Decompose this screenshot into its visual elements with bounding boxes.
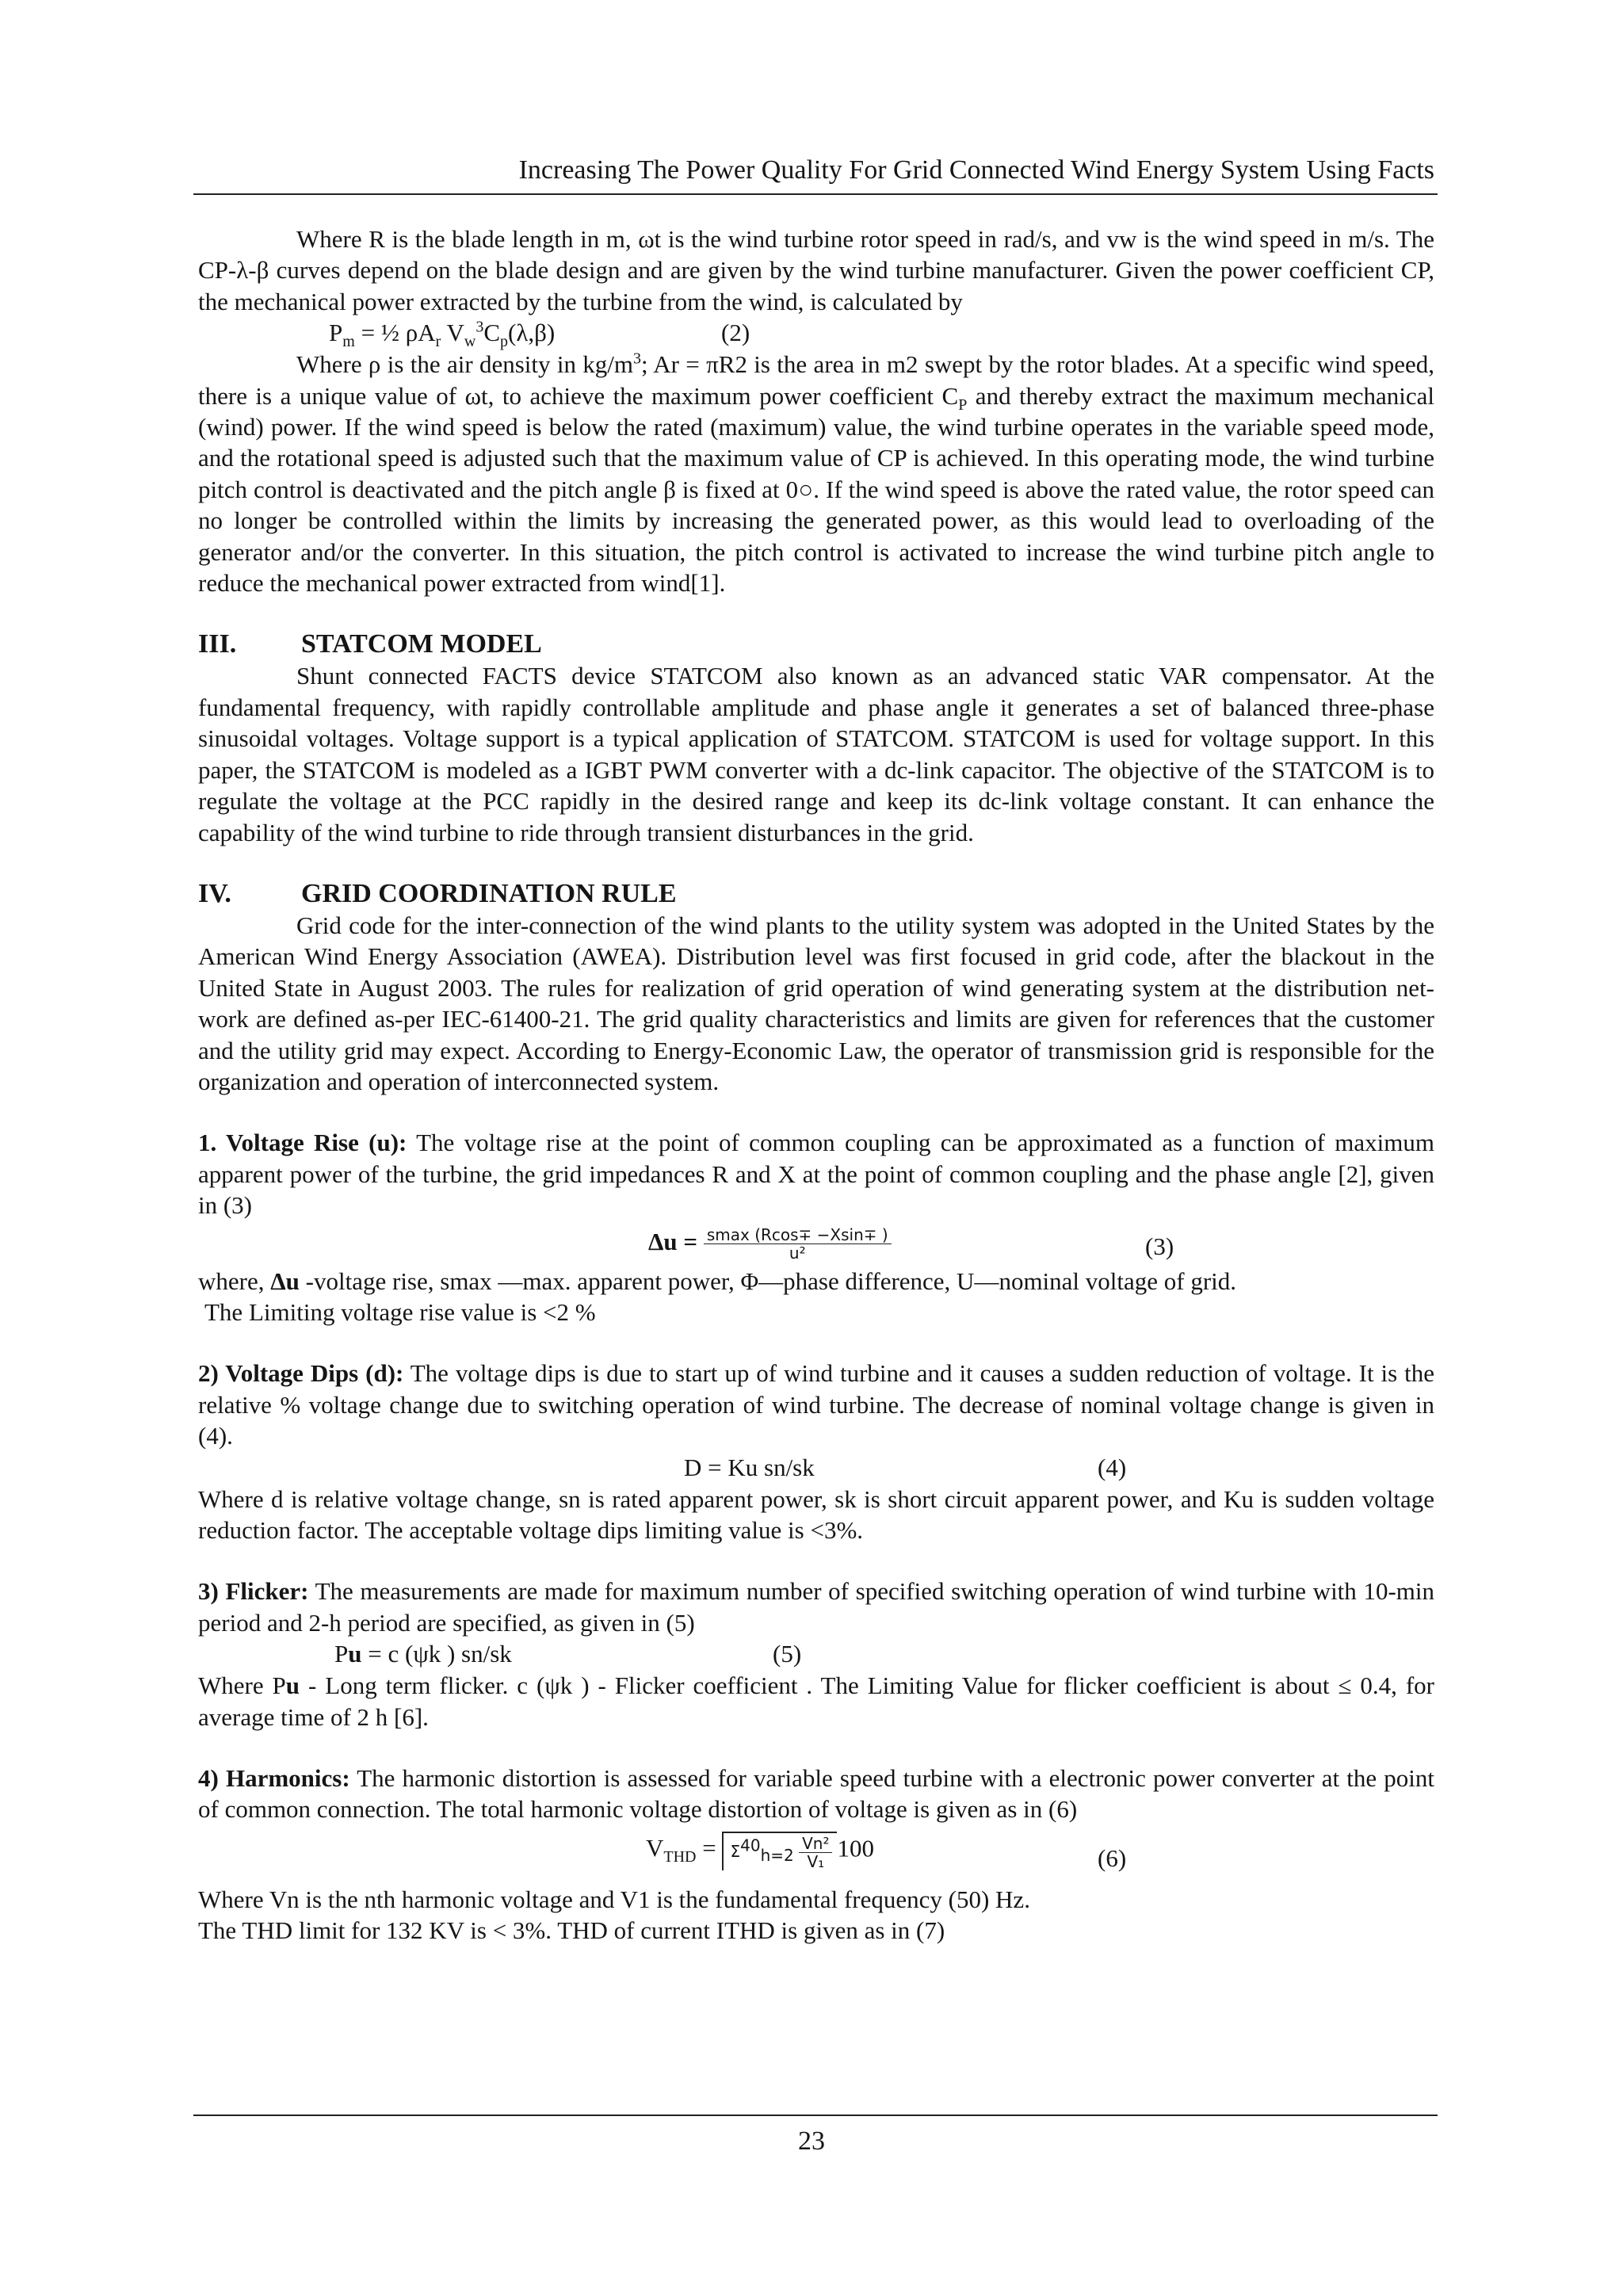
- running-header: Increasing The Power Quality For Grid Connected Wind Energy System Using Facts: [518, 155, 1434, 185]
- harmonics-definitions: Where Vn is the nth harmonic voltage and V1 is the fundamental frequency (50) Hz.: [198, 1885, 1030, 1913]
- paragraph-grid-code: Grid code for the inter-connection of the wind plants to the utility system was adopted in the United States by the American Wind Energy Association (AWEA). Distribution level was first focused in grid code, after the blackout in the United State in August 2003. The rules for realization of grid operation of wind generating system at the distribution net-work are defined as-per IEC-61400-21. The grid quality characteristics and limits are given for references that the customer and the utility grid may expect. According to Energy-Economic Law, the operator of transmission grid is responsible for the organization and operation of interconnected system.: [198, 911, 1434, 1095]
- equation-6-radical: $\Sigma^{40}_{h=2}$ $\frac{\text{Vn²}}{\text{V₁}}$: [722, 1832, 837, 1870]
- header-rule: [193, 193, 1438, 195]
- equation-4-expression: D = Ku sn/sk: [684, 1453, 815, 1481]
- equation-3-lhs: Δu =: [648, 1227, 698, 1255]
- equation-3-number: (3): [1145, 1232, 1174, 1260]
- equation-6-number: (6): [1098, 1843, 1127, 1872]
- equation-6-lhs: $V_{THD}$ =: [646, 1834, 716, 1866]
- equation-4: [198, 1452, 1434, 1484]
- equation-5: [198, 1638, 1434, 1670]
- equation-2: [198, 317, 1434, 349]
- equation-6: $V_{THD} = \Sigma^{40}_{h=2}$ $\frac{\text{Vn²}}{\text{V₁}}$ 100 (6): [198, 1825, 1434, 1884]
- voltage-rise-limit: The Limiting voltage rise value is <2 %: [204, 1297, 596, 1326]
- page-number: 23: [798, 2126, 825, 2156]
- paragraph-flicker: 3) Flicker: The measurements are made for maximum number of specified switching operation of wind turbine with 10-min period and 2-h period are specified, as given in (5): [198, 1577, 1434, 1637]
- paragraph-harmonics: 4) Harmonics: The harmonic distortion is assessed for variable speed turbine with a electronic power converter at the point of common connection. The total harmonic voltage distortion of voltage is given as in (6): [198, 1764, 1434, 1824]
- section-heading-statcom: III. STATCOM MODEL: [198, 629, 542, 659]
- equation-3: [198, 1221, 1434, 1266]
- voltage-dips-definitions: Where d is relative voltage change, sn is rated apparent power, sk is short circuit apparent power, and Ku is sudden voltage reduction factor. The acceptable voltage dips limiting value is <3%.: [198, 1484, 1434, 1544]
- section-heading-grid-rule: IV. GRID COORDINATION RULE: [198, 878, 677, 908]
- paragraph-voltage-rise: 1. Voltage Rise (u): The voltage rise at the point of common coupling can be approximated as a function of maximum apparent power of the turbine, the grid impedances R and X at the point of common coupling and the phase angle [2], given in (3): [198, 1129, 1434, 1220]
- flicker-definitions: Where Pu - Long term flicker. c (ψk ) - Flicker coefficient . The Limiting Value for flicker coefficient is about ≤ 0.4, for average time of 2 h [6].: [198, 1671, 1434, 1731]
- footer-rule: [193, 2115, 1438, 2116]
- voltage-rise-definitions: where, Δu -voltage rise, smax —max. apparent power, Φ—phase difference, U—nominal voltage of grid.: [198, 1266, 1237, 1295]
- equation-2-expression: $P_m$ = ½ $\rho A_r$ $V_w^3C_p(\lambda,\beta)$: [329, 318, 556, 351]
- equation-3-fraction: $\frac{smax (Rcos\mp -Xsin\mp )}{\text{u²}}$: [704, 1226, 892, 1262]
- paragraph-voltage-dips: 2) Voltage Dips (d): The voltage dips is due to start up of wind turbine and it causes a sudden reduction of voltage. It is the relative % voltage change due to switching operation of wind turbine. The decrease of nominal voltage change is given in (4).: [198, 1359, 1435, 1450]
- equation-4-number: (4): [1098, 1453, 1127, 1481]
- equation-2-number: (2): [721, 319, 750, 347]
- body-text: [198, 223, 1434, 1946]
- harmonics-thd-limit: The THD limit for 132 KV is < 3%. THD of current ITHD is given as in (7): [198, 1916, 945, 1945]
- equation-5-expression: Pu = c (ψk ) sn/sk: [334, 1640, 512, 1668]
- paragraph-air-density: Where ρ is the air density in $kg/m^3$; Ar = πR2 is the area in m2 swept by the rotor blades. At a specific wind speed, there is a unique value of ωt, to achieve the maximum power coefficient $C_P$ and thereby extract the maximum mechanical (wind) power. If the wind speed is below the rated (maximum) value, the wind turbine operates in the variable speed mode, and the rotational speed is adjusted such that the maximum value of CP is achieved. In this operating mode, the wind turbine pitch control is deactivated and the pitch angle β is fixed at 0○. If the wind speed is above the rated value, the rotor speed can no longer be controlled within the limits by increasing the generated power, as this would lead to overloading of the generator and/or the converter. In this situation, the pitch control is activated to increase the wind turbine pitch angle to reduce the mechanical power extracted from wind[1].: [198, 350, 1434, 598]
- equation-5-number: (5): [773, 1640, 802, 1668]
- paragraph-statcom: Shunt connected FACTS device STATCOM also known as an advanced static VAR compensator. At the fundamental frequency, with rapidly controllable amplitude and phase angle it generates a set of balanced three-phase sinusoidal voltages. Voltage support is a typical application of STATCOM. STATCOM is used for voltage support. In this paper, the STATCOM is modeled as a IGBT PWM converter with a dc-link capacitor. The objective of the STATCOM is to regulate the voltage at the PCC rapidly in the desired range and keep its dc-link voltage constant. It can enhance the capability of the wind turbine to ride through transient disturbances in the grid.: [198, 662, 1434, 846]
- paragraph-power-coefficient: Where R is the blade length in m, ωt is the wind turbine rotor speed in rad/s, and vw is the wind speed in m/s. The CP-λ-β curves depend on the blade design and are given by the wind turbine manufacturer. Given the power coefficient CP, the mechanical power extracted by the turbine from the wind, is calculated by: [198, 225, 1434, 315]
